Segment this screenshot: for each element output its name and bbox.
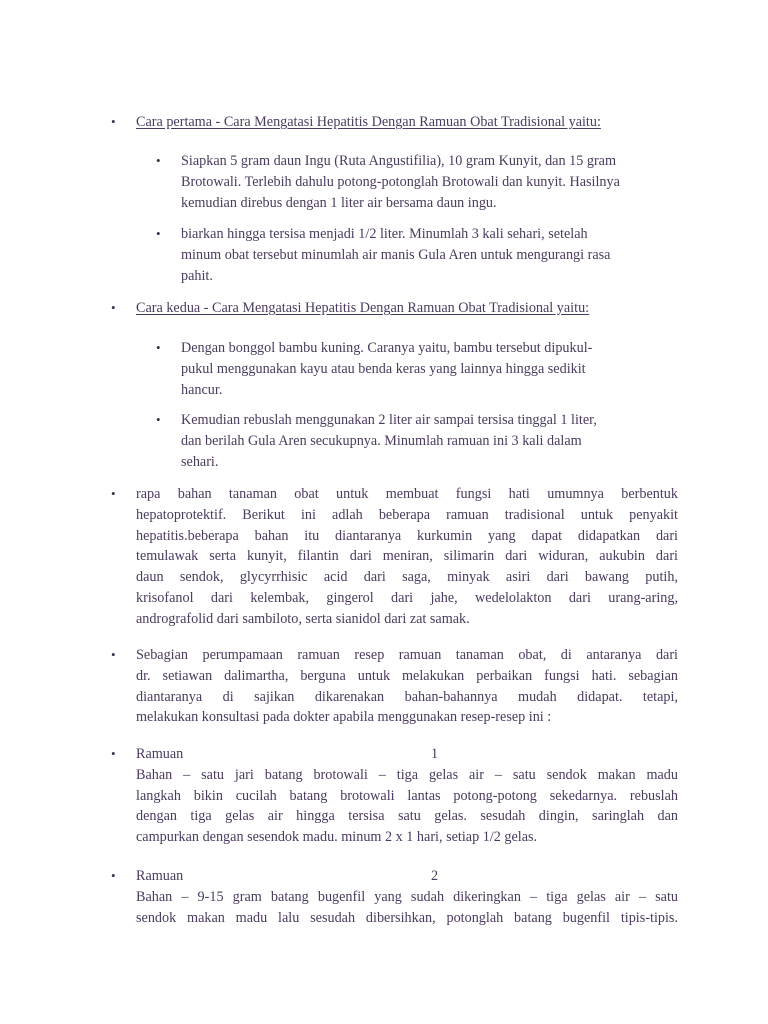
ramuan-number: 1 (431, 746, 439, 762)
text-line: dr. setiawan dalimartha, berguna untuk melakukan perbaikan fungsi hati. sebagian (136, 667, 678, 684)
text-line: krisofanol dari kelembak, gingerol dari jahe, wedelolakton dari urang-aring, (136, 589, 678, 606)
sub-item-text (181, 338, 651, 400)
text-line: Bahan – satu jari batang brotowali – tiga gelas air – satu sendok makan madu (136, 766, 678, 783)
text-line: sendok makan madu lalu sesudah dibersihkan, potonglah batang bugenfil tipis-tipis. (136, 909, 678, 926)
bullet-icon: • (156, 412, 161, 427)
text-line: hepatitis.beberapa bahan itu diantaranya kurkumin yang dapat didapatkan dari (136, 527, 678, 544)
text-line: Bahan – 9-15 gram batang bugenfil yang sudah dikeringkan – tiga gelas air – satu (136, 888, 678, 905)
ramuan-label: Ramuan (136, 746, 184, 762)
bullet-icon: • (111, 486, 116, 501)
text-line: dan berilah Gula Aren secukupnya. Minumlah ramuan ini 3 kali dalam (181, 432, 582, 449)
bullet-icon: • (111, 300, 116, 315)
text-line: melakukan konsultasi pada dokter apabila menggunakan resep-resep ini : (136, 709, 552, 726)
paragraph (136, 484, 678, 630)
bullet-icon: • (156, 340, 161, 355)
text-line: Siapkan 5 gram daun Ingu (Ruta Angustifilia), 10 gram Kunyit, dan 15 gram (181, 153, 617, 169)
sub-item-text (181, 224, 651, 286)
text-line: andrografolid dari sambiloto, serta sianidol dari zat samak. (136, 610, 470, 627)
ramuan-title-row (136, 866, 678, 887)
ramuan-number: 2 (431, 868, 439, 884)
ramuan-block (136, 744, 678, 848)
bullet-icon: • (111, 114, 116, 129)
bullet-icon: • (156, 153, 161, 168)
text-line: kemudian direbus dengan 1 liter air bersama daun ingu. (181, 194, 497, 211)
text-line: sehari. (181, 453, 219, 470)
text-line: Kemudian rebuslah menggunakan 2 liter air sampai tersisa tinggal 1 liter, (181, 412, 597, 428)
ramuan-body (136, 765, 678, 848)
text-line: Dengan bonggol bambu kuning. Caranya yaitu, bambu tersebut dipukul- (181, 340, 593, 356)
bullet-icon: • (111, 746, 116, 761)
text-line: hepatoprotektif. Berikut ini adlah beberapa ramuan tradisional untuk penyakit (136, 506, 678, 523)
text-line: campurkan dengan sesendok madu. minum 2 x 1 hari, setiap 1/2 gelas. (136, 829, 538, 846)
ramuan-label: Ramuan (136, 868, 184, 884)
bullet-icon: • (156, 226, 161, 241)
text-line: temulawak serta kunyit, filantin dari meniran, silimarin dari widuran, aukubin dari (136, 548, 678, 565)
text-line: daun sendok, glycyrrhisic acid dari saga, minyak asiri dari bawang putih, (136, 569, 678, 586)
text-line: langkah bikin cucilah batang brotowali lantas potong-potong sekedarnya. rebuslah (136, 787, 678, 804)
ramuan-title-row (136, 744, 678, 765)
text-line: minum obat tersebut minumlah air manis Gula Aren untuk mengurangi rasa (181, 246, 611, 263)
text-line: pukul menggunakan kayu atau benda keras yang lainnya hingga sedikit (181, 360, 586, 377)
text-line: pahit. (181, 267, 213, 284)
sub-item-text (181, 410, 651, 472)
text-line: diantaranya di sajikan dikarenakan bahan-bahannya mudah didapat. tetapi, (136, 688, 678, 705)
text-line: hancur. (181, 381, 223, 398)
text-line: Sebagian perumpamaan ramuan resep ramuan tanaman obat, di antaranya dari (136, 647, 678, 663)
sub-item-text (181, 151, 651, 213)
text-line: Brotowali. Terlebih dahulu potong-potonglah Brotowali dan kunyit. Hasilnya (181, 173, 620, 190)
text-line: dengan tiga gelas air hingga tersisa satu gelas. sesudah dingin, saringlah dan (136, 808, 678, 825)
bullet-icon: • (111, 868, 116, 883)
text-line: biarkan hingga tersisa menjadi 1/2 liter. Minumlah 3 kali sehari, setelah (181, 226, 588, 242)
text-line: rapa bahan tanaman obat untuk membuat fungsi hati umumnya berbentuk (136, 486, 678, 502)
ramuan-body (136, 887, 678, 929)
section-heading: Cara pertama - Cara Mengatasi Hepatitis Dengan Ramuan Obat Tradisional yaitu: (136, 114, 601, 130)
paragraph (136, 645, 678, 728)
bullet-icon: • (111, 647, 116, 662)
ramuan-block (136, 866, 678, 928)
section-heading: Cara kedua - Cara Mengatasi Hepatitis Dengan Ramuan Obat Tradisional yaitu: (136, 300, 590, 316)
